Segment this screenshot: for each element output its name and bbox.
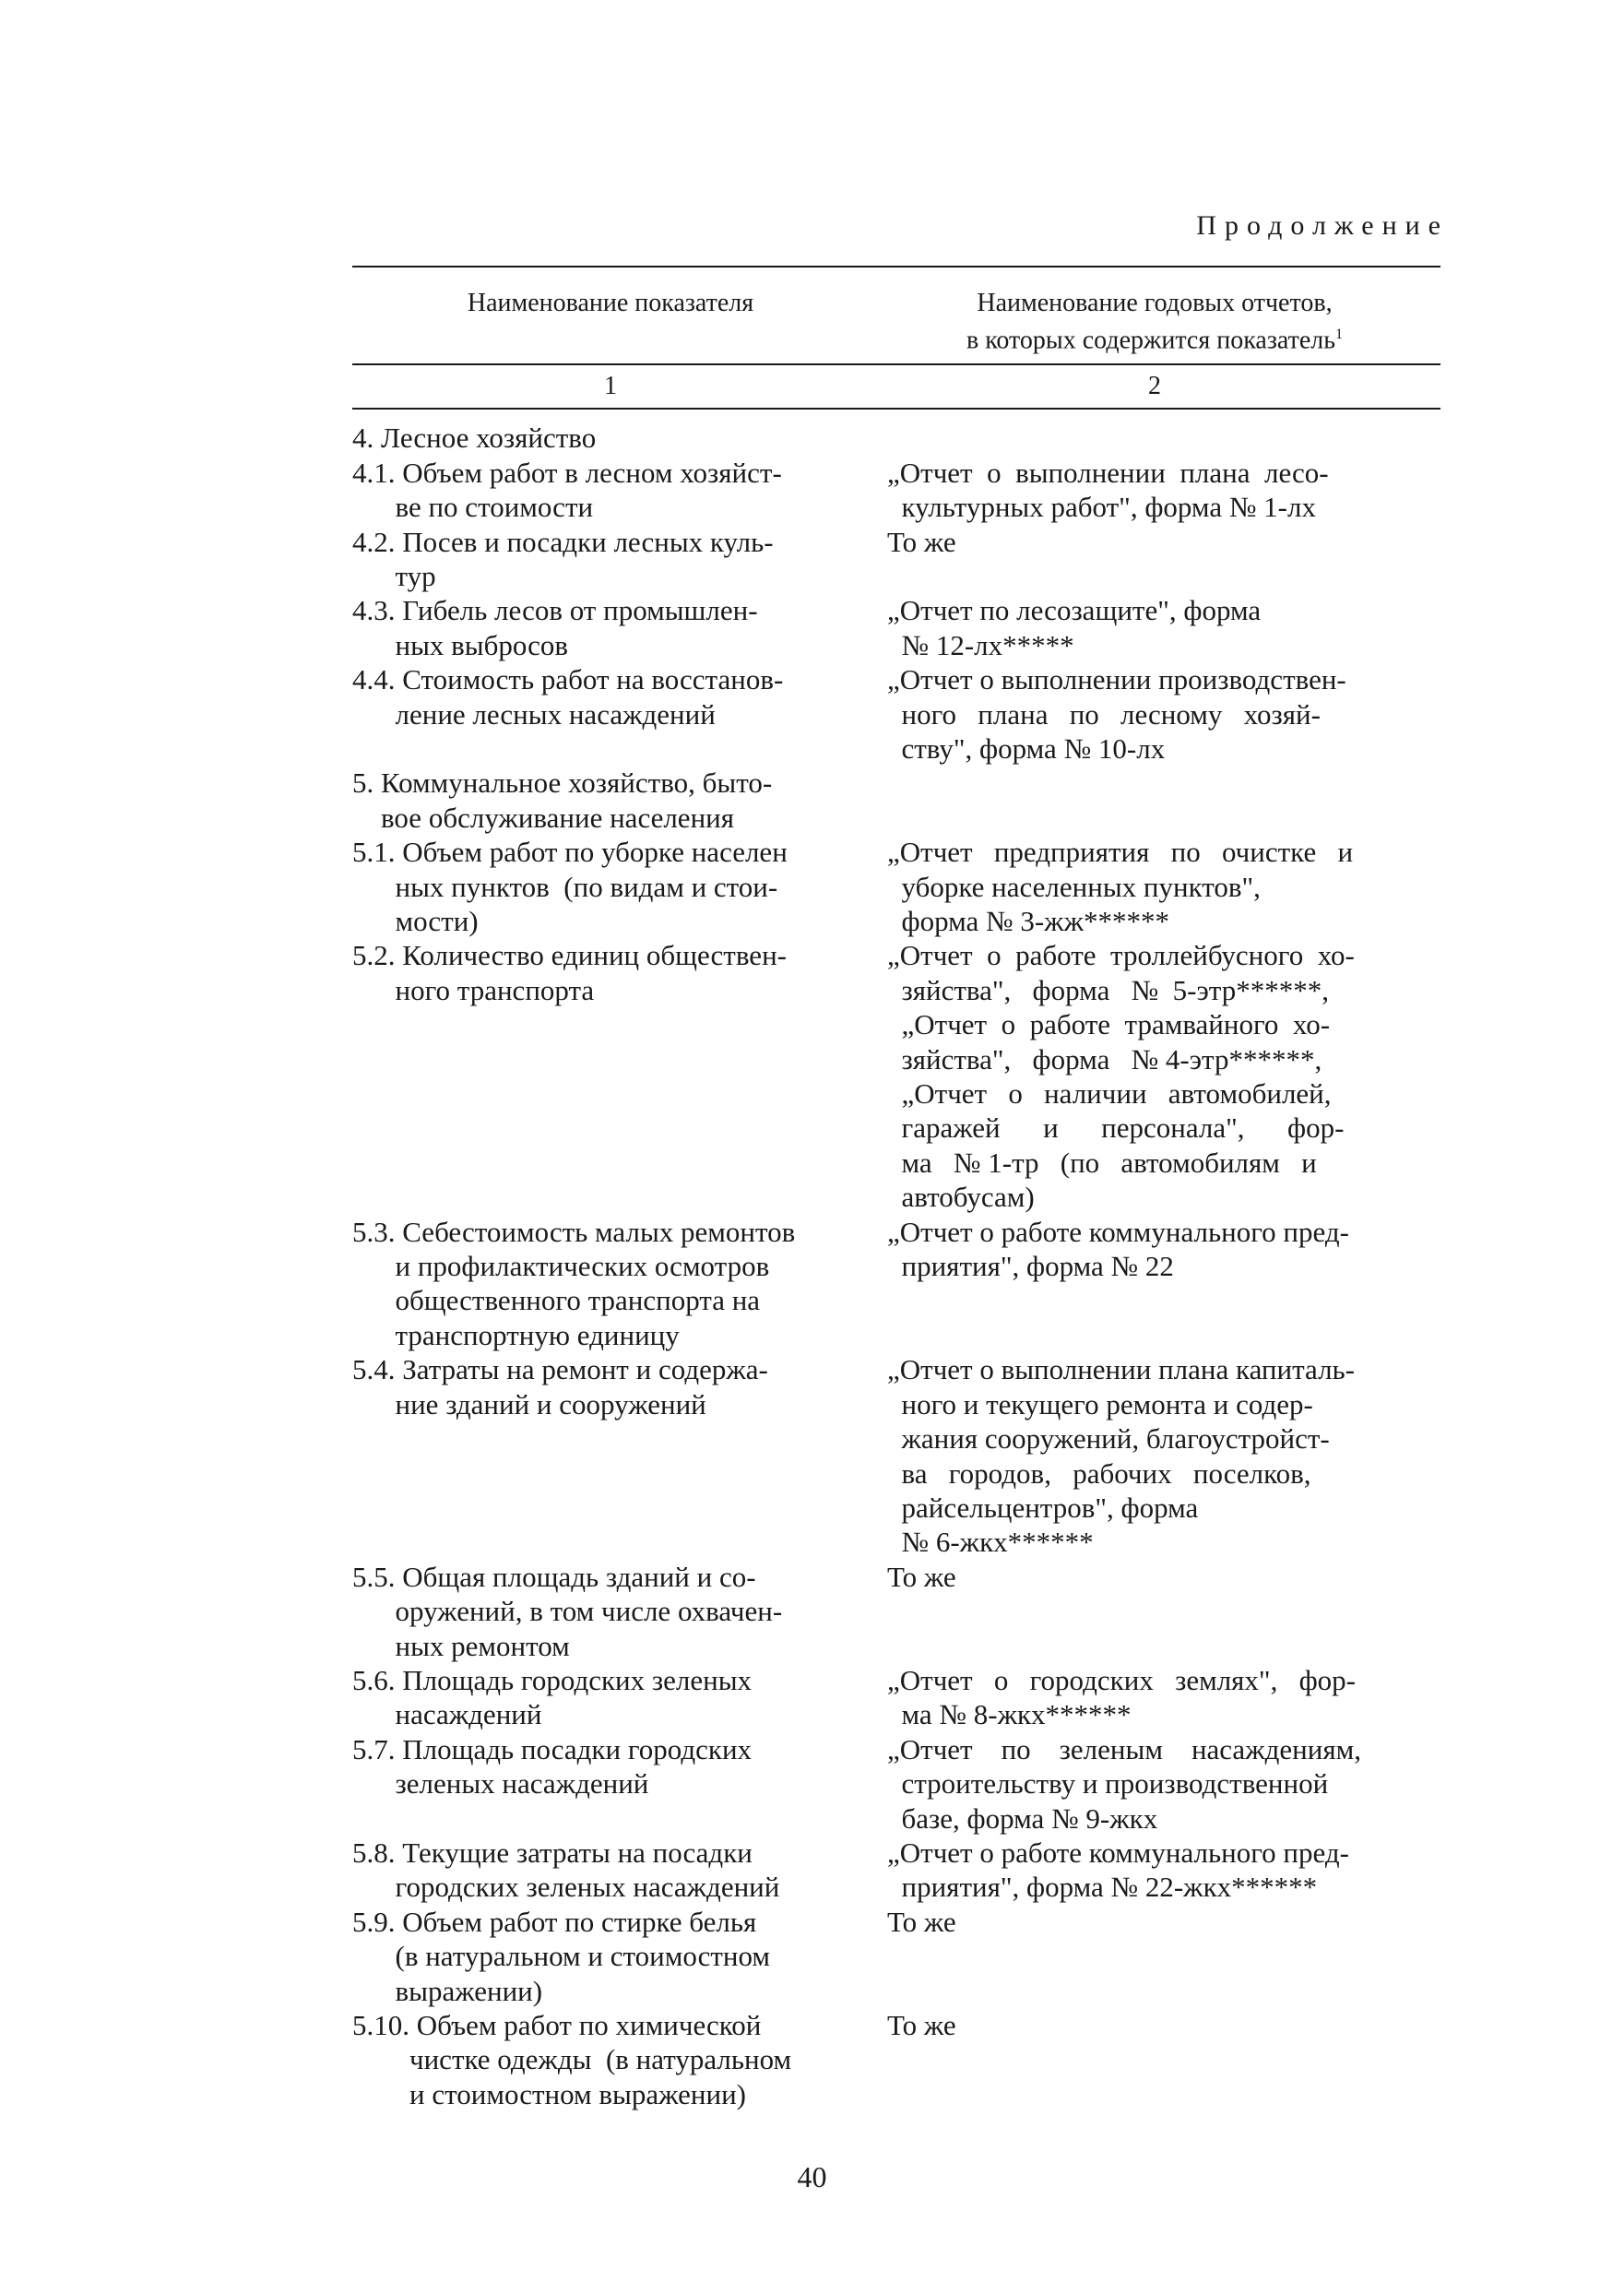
report-name-cell: „Отчет о работе троллейбусного хо- [887,939,1355,972]
report-name-cell [887,1283,1440,1317]
table-row [352,1042,1440,1076]
indicator-name-cell: 5.8. Текущие затраты на посадки [352,1836,753,1869]
indicator-name-cell: общественного транспорта на [352,1284,761,1317]
indicator-name-cell [352,1801,887,1836]
indicator-name-cell: 5.5. Общая площадь зданий и со- [352,1560,756,1593]
report-name-cell: гаражей и персонала", фор- [887,1111,1345,1145]
table-row [352,801,1440,835]
table-row [352,1146,1440,1180]
indicator-name-cell: 4.2. Посев и посадки лесных куль- [352,525,774,558]
col2-header-line2 [869,319,1440,356]
table-row [352,1215,1440,1249]
table-row [352,1560,1440,1594]
report-name-cell: приятия", форма № 22 [887,1250,1174,1283]
table-header [352,267,1440,363]
report-name-cell [887,559,1440,593]
indicator-name-cell [352,1180,887,1214]
report-name-cell: „Отчет о городских землях", фор- [887,1663,1356,1696]
report-name-cell: ству", форма № 10-лх [887,731,1166,765]
indicator-name-cell [352,1042,887,1076]
indicator-name-cell: ных ремонтом [352,1629,570,1662]
column-numbers [352,365,1440,408]
report-name-cell [887,801,1440,835]
indicator-name-cell: 5.4. Затраты на ремонт и содержа- [352,1353,768,1386]
continued-label: Продолжение [1196,210,1449,241]
indicator-name-cell: 4. Лесное хозяйство [352,422,597,455]
indicator-name-cell: 4.1. Объем работ в лесном хозяйст- [352,456,782,489]
table-row [352,2042,1440,2076]
report-name-cell: жания сооружений, благоустройст- [887,1422,1330,1456]
table-row [352,870,1440,904]
table-row [352,938,1440,972]
report-name-cell: № 12-лх***** [887,628,1074,661]
indicator-name-cell: ного транспорта [352,973,595,1006]
indicator-name-cell: оружений, в том числе охвачен- [352,1595,783,1628]
report-name-cell: базе, форма № 9-жкх [887,1801,1158,1835]
table-row [352,1974,1440,2008]
report-name-cell: форма № 3-жж****** [887,905,1170,938]
indicator-name-cell: вое обслуживание населения [352,801,735,834]
indicator-name-cell: насаждений [352,1698,542,1731]
indicator-name-cell: 5.1. Объем работ по уборке населен [352,836,788,869]
report-name-cell [887,2077,1440,2111]
table-row [352,1697,1440,1731]
indicator-name-cell [352,1491,887,1525]
report-name-cell: „Отчет о выполнении производствен- [887,663,1346,696]
table-row [352,2008,1440,2042]
report-name-cell [887,1939,1440,1973]
report-name-cell: „Отчет по зеленым насаждениям, [887,1732,1361,1765]
table-row [352,559,1440,593]
table-row [352,1801,1440,1836]
report-name-cell: „Отчет о работе коммунального пред- [887,1836,1349,1869]
report-name-cell [887,2042,1440,2076]
indicator-name-cell: транспортную единицу [352,1318,680,1351]
indicator-name-cell: городских зеленых насаждений [352,1871,780,1904]
indicator-name-cell: чистке одежды (в натуральном [352,2043,792,2076]
report-name-cell: приятия", форма № 22-жкх****** [887,1871,1318,1904]
indicator-name-cell: 5. Коммунальное хозяйство, быто- [352,767,773,800]
report-name-cell: „Отчет о работе трамвайного хо- [887,1008,1331,1041]
table-row [352,1456,1440,1491]
report-name-cell: „Отчет о выполнении плана капиталь- [887,1353,1356,1386]
table-row [352,973,1440,1007]
report-name-cell: автобусам) [887,1181,1035,1214]
report-name-cell: зяйства", форма № 5-этр******, [887,973,1329,1006]
report-name-cell: „Отчет о работе коммунального пред- [887,1215,1349,1248]
report-name-cell: № 6-жкх****** [887,1526,1094,1559]
indicator-name-cell: 5.9. Объем работ по стирке белья [352,1905,757,1938]
indicator-name-cell [352,1111,887,1145]
table-row [352,1076,1440,1111]
report-name-cell: То же [887,2009,956,2042]
indicator-table [352,266,1440,2111]
report-name-cell [887,766,1440,800]
table-row [352,1732,1440,1766]
table-row [352,628,1440,662]
report-name-cell [887,1629,1440,1663]
col2-number: 2 [1148,372,1161,401]
table-row [352,1352,1440,1386]
report-name-cell [887,1594,1440,1628]
indicator-name-cell: ние зданий и сооружений [352,1387,706,1420]
col1-header: Наименование показателя [467,289,754,317]
indicator-name-cell: ных выбросов [352,628,569,661]
indicator-name-cell [352,1007,887,1041]
table-row [352,490,1440,524]
table-row [352,1180,1440,1214]
table-row [352,1905,1440,1939]
col2-header-line2-text: в которых содержится показатель [966,326,1335,355]
indicator-name-cell [352,1456,887,1491]
indicator-name-cell: 5.7. Площадь посадки городских [352,1732,753,1765]
table-row [352,1318,1440,1352]
table-row [352,1421,1440,1456]
report-name-cell: строительству и производственной [887,1767,1329,1801]
table-row [352,904,1440,938]
table-row [352,1111,1440,1145]
report-name-cell: „Отчет по лесозащите", форма [887,594,1262,627]
table-row [352,1491,1440,1525]
report-name-cell: ма № 8-жкх****** [887,1698,1132,1731]
indicator-name-cell: выражении) [352,1974,543,2007]
table-row [352,731,1440,766]
table-body [352,410,1440,2111]
report-name-cell: То же [887,1560,956,1593]
col1-number: 1 [604,372,617,401]
report-name-cell: „Отчет предприятия по очистке и [887,836,1354,869]
table-row [352,1007,1440,1041]
table-row [352,1629,1440,1663]
table-row [352,525,1440,559]
indicator-name-cell [352,1525,887,1559]
table-row [352,1525,1440,1559]
indicator-name-cell: ление лесных насаждений [352,697,716,731]
indicator-name-cell: мости) [352,905,479,938]
report-name-cell: зяйства", форма № 4-этр******, [887,1042,1322,1076]
indicator-name-cell: зеленых насаждений [352,1767,649,1801]
table-row [352,1283,1440,1317]
table-row [352,1939,1440,1973]
indicator-name-cell: ных пунктов (по видам и стои- [352,870,778,903]
table-row [352,1387,1440,1421]
report-name-cell: ного и текущего ремонта и содер- [887,1387,1313,1420]
table-row [352,2077,1440,2111]
indicator-name-cell: 5.2. Количество единиц обществен- [352,939,787,972]
table-row [352,456,1440,490]
indicator-name-cell [352,1146,887,1180]
table-row [352,697,1440,731]
indicator-name-cell: 4.4. Стоимость работ на восстанов- [352,663,784,696]
indicator-name-cell: 4.3. Гибель лесов от промышлен- [352,594,758,627]
page-number: 40 [797,2160,827,2193]
table-row [352,1870,1440,1904]
indicator-name-cell: 5.3. Себестоимость малых ремонтов [352,1215,796,1248]
col2-header [869,288,1440,356]
report-name-cell: То же [887,525,956,558]
col2-header-line1: Наименование годовых отчетов, [977,289,1333,317]
report-name-cell [887,1318,1440,1352]
table-row [352,766,1440,800]
table-row [352,1594,1440,1628]
report-name-cell: ва городов, рабочих поселков, [887,1456,1311,1490]
indicator-name-cell: и профилактических осмотров [352,1250,770,1283]
indicator-name-cell: (в натуральном и стоимостном [352,1940,771,1973]
table-row [352,835,1440,869]
indicator-name-cell: 5.6. Площадь городских зеленых [352,1663,753,1696]
footnote-mark: 1 [1334,327,1343,342]
indicator-name-cell: тур [352,559,436,592]
indicator-name-cell: и стоимостном выражении) [352,2077,746,2110]
report-name-cell: культурных работ", форма № 1-лх [887,491,1316,524]
indicator-name-cell [352,1421,887,1456]
table-row [352,1249,1440,1283]
report-name-cell: „Отчет о выполнении плана лесо- [887,456,1329,489]
report-name-cell [887,1974,1440,2008]
indicator-name-cell: 5.10. Объем работ по химической [352,2009,762,2042]
report-name-cell: ма № 1-тр (по автомобилям и [887,1146,1317,1179]
table-row [352,662,1440,696]
indicator-name-cell [352,1076,887,1111]
table-row [352,1836,1440,1870]
table-row [352,593,1440,627]
table-row [352,1663,1440,1697]
report-name-cell: ного плана по лесному хозяй- [887,697,1321,731]
report-name-cell [887,421,1440,455]
table-row [352,421,1440,455]
report-name-cell: „Отчет о наличии автомобилей, [887,1077,1332,1111]
indicator-name-cell [352,731,887,766]
report-name-cell: райсельцентров", форма [887,1491,1199,1524]
report-name-cell: уборке населенных пунктов", [887,870,1261,903]
report-name-cell: То же [887,1905,956,1938]
indicator-name-cell: ве по стоимости [352,491,594,524]
table-row [352,1766,1440,1801]
